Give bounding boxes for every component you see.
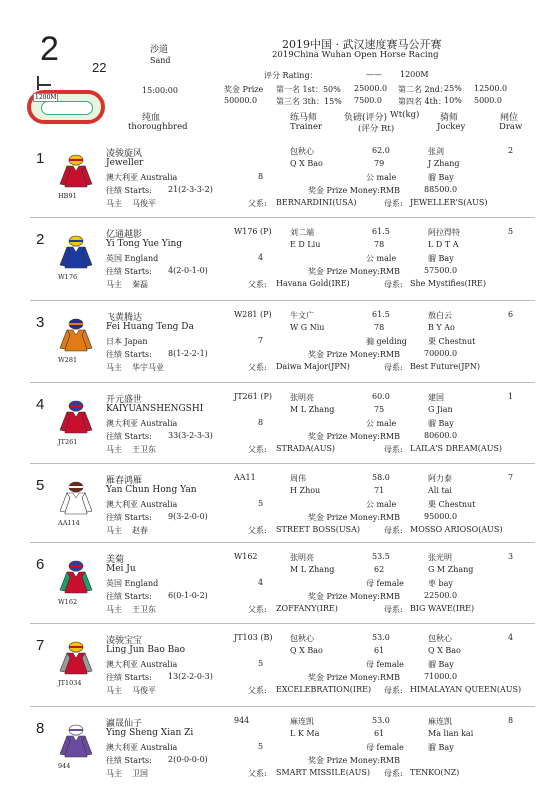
horse-dam: BIG WAVE(IRE) bbox=[410, 604, 475, 613]
horse-row bbox=[0, 467, 550, 545]
horse-rating: 75 bbox=[374, 405, 385, 414]
horse-code: W162 bbox=[58, 598, 78, 606]
horse-color: 骝 Bay bbox=[428, 660, 454, 669]
jockey-silks-icon bbox=[58, 318, 94, 352]
horse-color: 骝 Bay bbox=[428, 173, 454, 182]
dam-label: 母系: bbox=[384, 686, 403, 695]
horse-owner: 秦磊 bbox=[132, 280, 148, 289]
dam-label: 母系: bbox=[384, 526, 403, 535]
row-divider bbox=[30, 542, 535, 543]
horse-starts: 6(0-1-0-2) bbox=[168, 591, 208, 600]
horse-starts: 9(3-2-0-0) bbox=[168, 512, 208, 521]
prize-1st-amount: 25000.0 bbox=[354, 84, 388, 93]
horse-color: 骝 Bay bbox=[428, 743, 454, 752]
col-rating-en: (评分 Rt) bbox=[358, 124, 395, 134]
horse-weight: 61.5 bbox=[372, 227, 390, 236]
horse-sire: STRADA(AUS) bbox=[276, 444, 336, 453]
horse-trainer-cn: 包秋心 bbox=[290, 147, 314, 156]
horse-sire: SMART MISSILE(AUS) bbox=[276, 768, 370, 777]
horse-prize: 80600.0 bbox=[424, 431, 458, 440]
track-distance-label: 1200M bbox=[35, 94, 57, 101]
horse-country: 澳大利亚 Australia bbox=[106, 500, 178, 509]
owner-label: 马主 bbox=[106, 445, 122, 454]
dam-label: 母系: bbox=[384, 199, 403, 208]
horse-number: 7 bbox=[36, 637, 45, 654]
breed-cn: 纯血 bbox=[142, 113, 161, 123]
race-number: 2 bbox=[40, 30, 59, 68]
horse-code-full: AA11 bbox=[234, 473, 256, 482]
horse-jockey-cn: 包秋心 bbox=[428, 634, 452, 643]
col-trainer-cn: 练马师 bbox=[290, 113, 318, 123]
horse-draw: 7 bbox=[508, 473, 514, 482]
horse-trainer-cn: 张明亮 bbox=[290, 553, 314, 562]
jockey-silks-icon bbox=[58, 724, 94, 758]
surface-cn: 沙道 bbox=[150, 45, 169, 55]
horse-jockey-en: Q X Bao bbox=[428, 646, 461, 655]
prize-total: 50000.0 bbox=[224, 96, 258, 105]
horse-color: 骝 Bay bbox=[428, 254, 454, 263]
horse-draw: 6 bbox=[508, 310, 514, 319]
track-diagram bbox=[27, 90, 105, 124]
horse-dam: JEWELLER'S(AUS) bbox=[410, 198, 488, 207]
horse-trainer-en: Q X Bao bbox=[290, 159, 323, 168]
horse-dam: LAILA'S DREAM(AUS) bbox=[410, 444, 503, 453]
horse-dam: She Mystifies(IRE) bbox=[410, 279, 486, 288]
sire-label: 父系: bbox=[248, 769, 267, 778]
owner-label: 马主 bbox=[106, 363, 122, 372]
horse-code-full: JT103 (B) bbox=[234, 633, 273, 642]
horse-name-en: KAIYUANSHENGSHI bbox=[106, 404, 204, 414]
horse-code: JT1034 bbox=[58, 679, 82, 687]
row-divider bbox=[30, 706, 535, 707]
horse-jockey-cn: 张光明 bbox=[428, 553, 452, 562]
horse-name-cn: 瀛晟仙子 bbox=[106, 719, 143, 729]
horse-trainer-en: W G Niu bbox=[290, 323, 325, 332]
horse-name-cn: 开元盛世 bbox=[106, 395, 143, 405]
starts-label: 往绩 Starts: bbox=[106, 186, 152, 195]
horse-name-cn: 雁春鸿雁 bbox=[106, 476, 143, 486]
horse-owner: 华宇马业 bbox=[132, 363, 164, 372]
horse-jockey-cn: 张剑 bbox=[428, 147, 444, 156]
sire-label: 父系: bbox=[248, 445, 267, 454]
horse-country: 英国 England bbox=[106, 254, 159, 263]
horse-jockey-cn: 建国 bbox=[428, 393, 444, 402]
horse-sex: 公 male bbox=[366, 419, 397, 428]
race-time-number: 22 bbox=[92, 60, 107, 75]
jockey-silks-icon bbox=[58, 235, 94, 269]
starts-label: 往绩 Starts: bbox=[106, 756, 152, 765]
horse-starts: 8(1-2-2-1) bbox=[168, 349, 208, 358]
prize-money-label: 奖金 Prize Money:RMB bbox=[308, 432, 401, 441]
horse-age: 5 bbox=[258, 742, 264, 751]
prize-money-label: 奖金 Prize Money:RMB bbox=[308, 267, 401, 276]
race-title-cn: 2019中国 · 武汉速度赛马公开赛 bbox=[282, 38, 442, 51]
starts-label: 往绩 Starts: bbox=[106, 673, 152, 682]
horse-sex: 母 female bbox=[366, 743, 404, 752]
horse-rating: 62 bbox=[374, 565, 385, 574]
horse-name-en: Ying Sheng Xian Zi bbox=[106, 728, 194, 738]
start-marker bbox=[37, 76, 39, 90]
horse-jockey-cn: 阿拉得特 bbox=[428, 228, 460, 237]
horse-code-full: 944 bbox=[234, 716, 250, 725]
horse-number: 3 bbox=[36, 314, 45, 331]
horse-number: 5 bbox=[36, 477, 45, 494]
horse-age: 5 bbox=[258, 499, 264, 508]
horse-owner: 王卫东 bbox=[132, 445, 156, 454]
horse-age: 8 bbox=[258, 172, 264, 181]
prize-3rd-amount: 7500.0 bbox=[354, 96, 382, 105]
horse-starts: 21(2-3-3-2) bbox=[168, 185, 213, 194]
horse-sire: STREET BOSS(USA) bbox=[276, 525, 361, 534]
horse-code-full: JT261 (P) bbox=[234, 392, 272, 401]
horse-row bbox=[0, 304, 550, 382]
horse-country: 澳大利亚 Australia bbox=[106, 660, 178, 669]
horse-number: 8 bbox=[36, 720, 45, 737]
prize-4th-amount: 5000.0 bbox=[474, 96, 502, 105]
horse-trainer-cn: 刘二端 bbox=[290, 228, 314, 237]
horse-prize: 70000.0 bbox=[424, 349, 458, 358]
row-divider bbox=[30, 382, 535, 383]
horse-row bbox=[0, 710, 550, 788]
horse-age: 4 bbox=[258, 253, 264, 262]
horse-draw: 5 bbox=[508, 227, 514, 236]
horse-code: 944 bbox=[58, 762, 71, 770]
horse-age: 7 bbox=[258, 336, 264, 345]
horse-country: 英国 England bbox=[106, 579, 159, 588]
horse-trainer-en: Q X Bao bbox=[290, 646, 323, 655]
prize-4th-pct: 10% bbox=[444, 96, 462, 105]
prize-money-label: 奖金 Prize Money:RMB bbox=[308, 673, 401, 682]
horse-number: 2 bbox=[36, 231, 45, 248]
jockey-silks-icon bbox=[58, 400, 94, 434]
horse-trainer-en: H Zhou bbox=[290, 486, 321, 495]
prize-money-label: 奖金 Prize Money:RMB bbox=[308, 513, 401, 522]
horse-name-cn: 飞黄腾达 bbox=[106, 313, 143, 323]
dam-label: 母系: bbox=[384, 769, 403, 778]
sire-label: 父系: bbox=[248, 199, 267, 208]
horse-dam: TENKO(NZ) bbox=[410, 768, 460, 777]
owner-label: 马主 bbox=[106, 199, 122, 208]
col-draw-cn: 闸位 bbox=[500, 113, 519, 123]
col-jockey-cn: 骑师 bbox=[440, 113, 459, 123]
horse-jockey-en: B Y Ao bbox=[428, 323, 455, 332]
horse-row bbox=[0, 140, 550, 218]
col-jockey-en: Jockey bbox=[437, 122, 466, 132]
dam-label: 母系: bbox=[384, 445, 403, 454]
horse-color: 栗 Chestnut bbox=[428, 337, 476, 346]
jockey-silks-icon bbox=[58, 481, 94, 515]
jockey-silks-icon bbox=[58, 154, 94, 188]
starts-label: 往绩 Starts: bbox=[106, 592, 152, 601]
prize-label: 奖金 Prize bbox=[224, 85, 264, 94]
prize-money-label: 奖金 Prize Money:RMB bbox=[308, 186, 401, 195]
sire-label: 父系: bbox=[248, 280, 267, 289]
horse-prize: 57500.0 bbox=[424, 266, 458, 275]
horse-code: W281 bbox=[58, 356, 78, 364]
horse-name-cn: 凌骏宝宝 bbox=[106, 636, 143, 646]
horse-prize: 88500.0 bbox=[424, 185, 458, 194]
horse-name-en: Mei Ju bbox=[106, 564, 136, 574]
horse-trainer-en: L K Ma bbox=[290, 729, 320, 738]
horse-country: 澳大利亚 Australia bbox=[106, 743, 178, 752]
horse-rating: 79 bbox=[374, 159, 385, 168]
horse-weight: 58.0 bbox=[372, 473, 390, 482]
horse-name-en: Yi Tong Yue Ying bbox=[106, 239, 183, 249]
jockey-silks-icon bbox=[58, 560, 94, 594]
jockey-silks-icon bbox=[58, 641, 94, 675]
rating-label: 评分 Rating： bbox=[264, 71, 318, 80]
horse-draw: 8 bbox=[508, 716, 514, 725]
horse-number: 1 bbox=[36, 150, 45, 167]
horse-rating: 61 bbox=[374, 646, 385, 655]
track-infield bbox=[41, 101, 93, 115]
horse-number: 4 bbox=[36, 396, 45, 413]
horse-color: 骝 Bay bbox=[428, 419, 454, 428]
starts-label: 往绩 Starts: bbox=[106, 350, 152, 359]
horse-draw: 4 bbox=[508, 633, 514, 642]
horse-trainer-en: M L Zhang bbox=[290, 565, 335, 574]
horse-row bbox=[0, 221, 550, 299]
prize-money-label: 奖金 Prize Money:RMB bbox=[308, 756, 401, 765]
horse-trainer-en: E D Liu bbox=[290, 240, 321, 249]
horse-code: AA114 bbox=[58, 519, 80, 527]
owner-label: 马主 bbox=[106, 686, 122, 695]
owner-label: 马主 bbox=[106, 280, 122, 289]
sire-label: 父系: bbox=[248, 363, 267, 372]
breed-en: thoroughbred bbox=[128, 122, 188, 132]
horse-color: 栗 Chestnut bbox=[428, 500, 476, 509]
horse-sire: ZOFFANY(IRE) bbox=[276, 604, 338, 613]
horse-sex: 公 male bbox=[366, 254, 397, 263]
horse-number: 6 bbox=[36, 556, 45, 573]
horse-prize: 22500.0 bbox=[424, 591, 458, 600]
prize-2nd: 第二名 2nd： bbox=[398, 85, 448, 94]
horse-weight: 53.0 bbox=[372, 716, 390, 725]
horse-age: 5 bbox=[258, 659, 264, 668]
horse-name-en: Yan Chun Hong Yan bbox=[106, 485, 197, 495]
horse-age: 8 bbox=[258, 418, 264, 427]
horse-jockey-en: G M Zhang bbox=[428, 565, 474, 574]
prize-money-label: 奖金 Prize Money:RMB bbox=[308, 592, 401, 601]
dam-label: 母系: bbox=[384, 605, 403, 614]
horse-code-full: W162 bbox=[234, 552, 258, 561]
horse-prize: 71000.0 bbox=[424, 672, 458, 681]
dam-label: 母系: bbox=[384, 280, 403, 289]
horse-code-full: W281 (P) bbox=[234, 310, 272, 319]
horse-trainer-cn: 周伟 bbox=[290, 474, 306, 483]
row-divider bbox=[30, 300, 535, 301]
horse-jockey-en: Ma lian kai bbox=[428, 729, 474, 738]
dam-label: 母系: bbox=[384, 363, 403, 372]
horse-sex: 母 female bbox=[366, 579, 404, 588]
horse-owner: 王卫东 bbox=[132, 605, 156, 614]
owner-label: 马主 bbox=[106, 526, 122, 535]
horse-name-en: Ling Jun Bao Bao bbox=[106, 645, 185, 655]
horse-owner: 马俊平 bbox=[132, 199, 156, 208]
horse-draw: 1 bbox=[508, 392, 514, 401]
horse-name-en: Jeweller bbox=[106, 158, 144, 168]
horse-sex: 母 female bbox=[366, 660, 404, 669]
horse-dam: MOSSO ARIOSO(AUS) bbox=[410, 525, 503, 534]
horse-row bbox=[0, 386, 550, 464]
horse-starts: 4(2-0-1-0) bbox=[168, 266, 208, 275]
horse-rating: 78 bbox=[374, 323, 385, 332]
starts-label: 往绩 Starts: bbox=[106, 267, 152, 276]
horse-jockey-en: L D T A bbox=[428, 240, 459, 249]
race-title-en: 2019China Wuhan Open Horse Racing bbox=[272, 50, 439, 60]
horse-country: 日本 Japan bbox=[106, 337, 148, 346]
owner-label: 马主 bbox=[106, 605, 122, 614]
horse-sex: 骟 gelding bbox=[366, 337, 407, 346]
horse-owner: 赵春 bbox=[132, 526, 148, 535]
horse-draw: 3 bbox=[508, 552, 514, 561]
horse-sex: 公 male bbox=[366, 500, 397, 509]
horse-row bbox=[0, 627, 550, 705]
horse-trainer-cn: 张明亮 bbox=[290, 393, 314, 402]
prize-1st: 第一名 1st：50% bbox=[276, 85, 341, 94]
horse-name-en: Fei Huang Teng Da bbox=[106, 322, 194, 332]
col-weight-cn: 负磅(评分) bbox=[344, 113, 388, 123]
col-trainer-en: Trainer bbox=[290, 122, 323, 132]
horse-color: 枣 bay bbox=[428, 579, 453, 588]
horse-code: JT261 bbox=[58, 438, 78, 446]
horse-jockey-cn: 敖白云 bbox=[428, 311, 452, 320]
horse-name-cn: 美菊 bbox=[106, 555, 125, 565]
sire-label: 父系: bbox=[248, 526, 267, 535]
horse-weight: 53.5 bbox=[372, 552, 390, 561]
starts-label: 往绩 Starts: bbox=[106, 513, 152, 522]
row-divider bbox=[30, 623, 535, 624]
horse-code-full: W176 (P) bbox=[234, 227, 272, 236]
race-distance: 1200M bbox=[400, 70, 429, 79]
horse-dam: Best Future(JPN) bbox=[410, 362, 480, 371]
horse-owner: 卫国 bbox=[132, 769, 148, 778]
horse-rating: 78 bbox=[374, 240, 385, 249]
row-divider bbox=[30, 463, 535, 464]
horse-dam: HIMALAYAN QUEEN(AUS) bbox=[410, 685, 522, 694]
start-marker-arm bbox=[37, 84, 51, 86]
horse-jockey-cn: 麻连凯 bbox=[428, 717, 452, 726]
prize-2nd-amount: 12500.0 bbox=[474, 84, 508, 93]
prize-money-label: 奖金 Prize Money:RMB bbox=[308, 350, 401, 359]
horse-rating: 71 bbox=[374, 486, 385, 495]
horse-name-cn: 凌骏旋风 bbox=[106, 149, 143, 159]
horse-weight: 60.0 bbox=[372, 392, 390, 401]
horse-row bbox=[0, 546, 550, 624]
start-time: 15:00:00 bbox=[142, 86, 178, 95]
row-divider bbox=[30, 217, 535, 218]
horse-jockey-en: Ali tai bbox=[428, 486, 452, 495]
horse-sire: Daiwa Major(JPN) bbox=[276, 362, 350, 371]
sire-label: 父系: bbox=[248, 686, 267, 695]
horse-weight: 53.0 bbox=[372, 633, 390, 642]
horse-weight: 61.5 bbox=[372, 310, 390, 319]
prize-4th: 第四名 4th： bbox=[398, 97, 446, 106]
col-weight-en: Wt(kg) bbox=[390, 110, 420, 120]
owner-label: 马主 bbox=[106, 769, 122, 778]
surface-en: Sand bbox=[150, 56, 171, 65]
rating-value: —— bbox=[366, 70, 382, 79]
horse-name-cn: 亿通越影 bbox=[106, 230, 143, 240]
horse-code: W176 bbox=[58, 273, 78, 281]
horse-jockey-en: G Jian bbox=[428, 405, 453, 414]
horse-code: HB91 bbox=[58, 192, 77, 200]
horse-owner: 马俊平 bbox=[132, 686, 156, 695]
starts-label: 往绩 Starts: bbox=[106, 432, 152, 441]
horse-rating: 61 bbox=[374, 729, 385, 738]
horse-trainer-cn: 麻连凯 bbox=[290, 717, 314, 726]
horse-jockey-en: J Zhang bbox=[428, 159, 460, 168]
horse-sex: 公 male bbox=[366, 173, 397, 182]
horse-age: 4 bbox=[258, 578, 264, 587]
horse-country: 澳大利亚 Australia bbox=[106, 419, 178, 428]
horse-starts: 33(3-2-3-3) bbox=[168, 431, 213, 440]
horse-starts: 13(2-2-0-3) bbox=[168, 672, 213, 681]
prize-2nd-pct: 25% bbox=[444, 84, 462, 93]
horse-sire: BERNARDINI(USA) bbox=[276, 198, 357, 207]
horse-starts: 2(0-0-0-0) bbox=[168, 755, 208, 764]
horse-trainer-cn: 包秋心 bbox=[290, 634, 314, 643]
horse-prize: 95000.0 bbox=[424, 512, 458, 521]
horse-country: 澳大利亚 Australia bbox=[106, 173, 178, 182]
prize-3rd: 第三名 3th：15% bbox=[276, 97, 342, 106]
col-draw-en: Draw bbox=[499, 122, 523, 132]
horse-trainer-cn: 牛文广 bbox=[290, 311, 314, 320]
horse-trainer-en: M L Zhang bbox=[290, 405, 335, 414]
sire-label: 父系: bbox=[248, 605, 267, 614]
horse-draw: 2 bbox=[508, 146, 514, 155]
horse-sire: Havana Gold(IRE) bbox=[276, 279, 350, 288]
horse-sire: EXCELEBRATION(IRE) bbox=[276, 685, 372, 694]
horse-jockey-cn: 阿力泰 bbox=[428, 474, 452, 483]
horse-weight: 62.0 bbox=[372, 146, 390, 155]
